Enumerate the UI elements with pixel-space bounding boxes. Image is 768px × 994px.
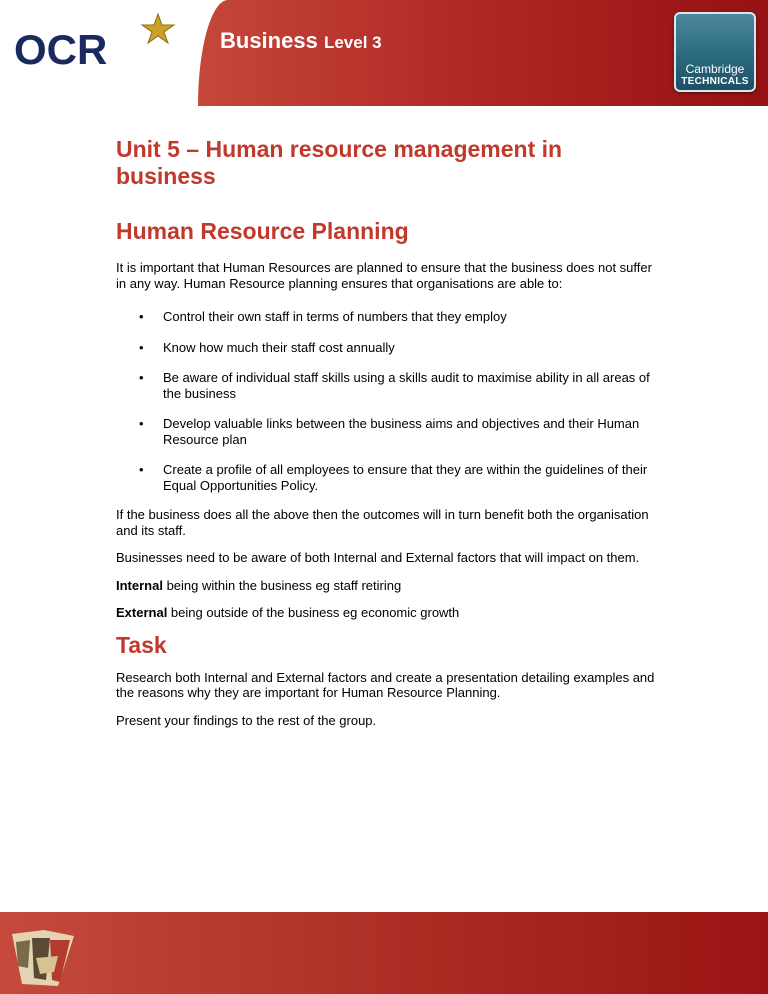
badge-word: Cambridge: [685, 62, 745, 76]
page-header: [0, 0, 768, 106]
bullet-text: Control their own staff in terms of numbers that they employ: [163, 309, 507, 324]
list-item: [116, 370, 656, 401]
section-title: Human Resource Planning: [116, 218, 409, 244]
outcome-paragraph: If the business does all the above then the outcomes will in turn benefit both the organisation and its staff.: [116, 507, 649, 538]
bullet-icon: •: [139, 416, 144, 431]
external-term: External: [116, 605, 168, 620]
external-paragraph: [116, 605, 656, 621]
external-description: being outside of the business eg economic growth: [167, 605, 460, 620]
bullet-text: Develop valuable links between the business aims and objectives and their Human Resource plan: [163, 416, 640, 447]
document-body: [116, 136, 656, 728]
page-subject: [220, 28, 382, 54]
subject-name: Business: [220, 28, 318, 53]
bullet-text: Be aware of individual staff skills using a skills audit to maximise ability in all areas of the business: [163, 370, 650, 401]
bullet-icon: •: [139, 462, 144, 477]
present-paragraph: Present your findings to the rest of the group.: [116, 712, 377, 728]
ocr-logo-text: OCR: [14, 26, 108, 73]
list-item: [116, 416, 656, 447]
bullet-text: Know how much their staff cost annually: [163, 339, 395, 355]
footer-collage-logo: [10, 928, 76, 988]
bullet-icon: •: [139, 370, 144, 385]
page-footer: [0, 912, 768, 994]
list-item: [116, 309, 656, 325]
internal-paragraph: [116, 578, 656, 594]
internal-term: Internal: [116, 577, 163, 593]
bullet-icon: •: [139, 339, 144, 355]
factors-paragraph: Businesses need to be aware of both Internal and External factors that will impact on them.: [116, 550, 640, 565]
bullet-list: [116, 309, 656, 493]
bullet-text: Create a profile of all employees to ensure that they are within the guidelines of their Equal Opportunities Policy.: [163, 462, 648, 493]
bullet-icon: •: [139, 309, 144, 324]
cambridge-technicals-badge: [674, 12, 756, 92]
list-item: [116, 462, 656, 493]
list-item: [116, 340, 656, 356]
internal-description: being within the business eg staff retiring: [162, 577, 402, 593]
task-paragraph: Research both Internal and External factors and create a presentation detailing examples and the reasons why they are important for Human Resource Planning.: [116, 669, 655, 700]
ocr-logo: [0, 0, 208, 106]
subject-level: Level 3: [323, 33, 382, 52]
badge-subword: TECHNICALS: [681, 76, 749, 87]
unit-title: Unit 5 – Human resource management in business: [116, 136, 563, 189]
task-title: Task: [116, 631, 167, 658]
intro-paragraph: It is important that Human Resources are planned to ensure that the business does not suffer in any way. Human Resource planning ensures that organisations are able to:: [116, 260, 652, 291]
